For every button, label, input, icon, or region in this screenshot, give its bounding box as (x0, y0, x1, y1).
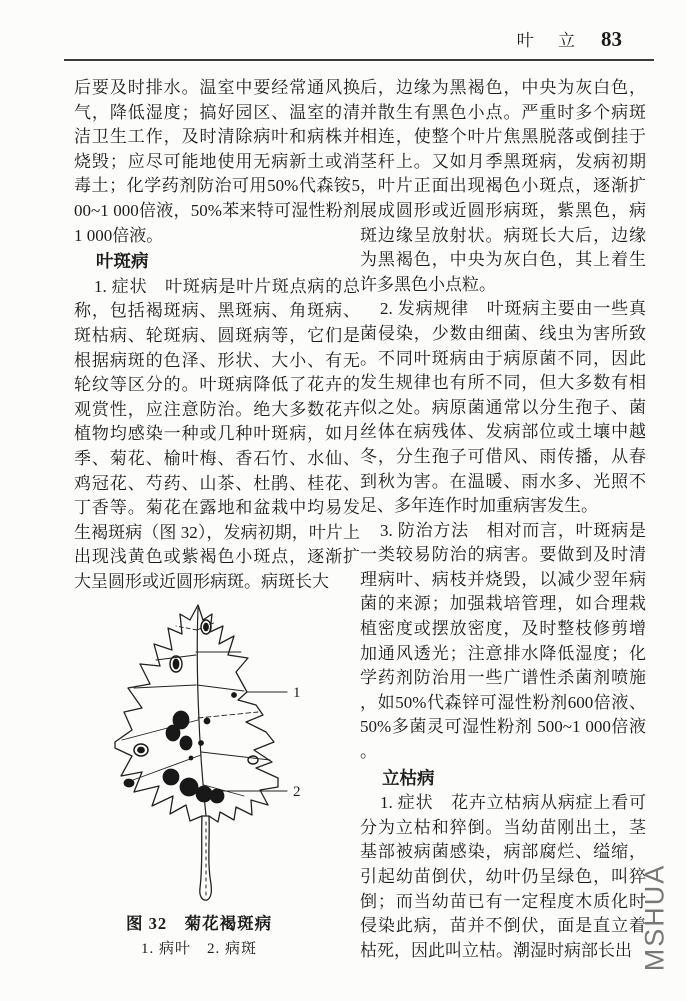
left-column (74, 76, 360, 958)
leaf-illustration (76, 600, 322, 906)
lateral-veins (122, 622, 270, 796)
figure-caption-legend: 1. 病叶 2. 病斑 (140, 941, 257, 958)
paragraph-dampingoff-symptom: 1. 症状 花卉立枯病从病症上看可分为立枯和猝倒。当幼苗刚出土，茎基部被病菌感染，病部腐烂、缢缩，引起幼苗倒伏，幼叶仍呈绿色，叫猝倒；而当幼苗已有一定程度木质化时侵染此病，苗并不倒伏，面是直立着枯死，因此叫立枯。潮湿时病部长出 (360, 793, 646, 960)
running-title: 叶 立 (516, 31, 585, 50)
figure-label-2: 2 (293, 784, 301, 801)
paragraph-control-methods: 3. 防治方法 相对而言，叶斑病是一类较易防治的病害。要做到及时清理病叶、病枝并烧毁，以减少翌年病菌的来源；加强栽培管理，如合理栽植密度或摆放密度，及时整枝修剪增加通风透光；注意排水降低湿度；化学药剂防治用一些广谱性杀菌剂喷施，如50%代森锌可湿性粉剂600倍液、50%多菌灵可湿性粉剂 500~1 000倍液。 (360, 520, 646, 762)
page-header (517, 26, 622, 52)
paragraph-drainage-continuation: 后要及时排水。温室中要经常通风换气，降低湿度；搞好园区、温室的清洁卫生工作，及时清除病叶和病株并烧毁；应尽可能地使用无病新土或消毒土；化学药剂防治可用50%代森铵500~1 000倍液，50%苯来特可湿性粉剂1 000倍液。 (74, 78, 360, 245)
paragraph-leafspot-symptom: 1. 症状 叶斑病是叶片斑点病的总称，包括褐斑病、黑斑病、角斑病、斑枯病、轮斑病、圆斑病等，它们是根据病斑的色泽、形状、大小、有无轮纹等区分的。叶斑病降低了花卉的观赏性，应注意防治。绝大多数花卉植物均感染一种或几种叶斑病，如月季、菊花、榆叶梅、香石竹、水仙、鸡冠花、芍药、山茶、杜鹃、桂花、丁香等。菊花在露地和盆栽中均易发生褐斑病（图 32），发病初期，叶片上出现浅黄色或紫褐色小斑点，逐渐扩大呈圆形或近圆形病斑。病斑长大 (74, 276, 360, 591)
header-rule (64, 59, 654, 61)
paragraph-disease-pattern: 2. 发病规律 叶斑病主要由一些真菌侵染，少数由细菌、线虫为害所致。不同叶斑病由于病原菌不同，因此发生规律也有所不同，但大多数有相似之处。病原菌通常以分生孢子、菌丝体在病残体、发病部位或土壤中越冬，分生孢子可借风、雨传播，从春到秋为害。在温暖、雨水多、光照不足、多年连作时加重病害发生。 (360, 299, 646, 516)
figure-label-1: 1 (293, 685, 301, 702)
figure-leaf-disease (76, 600, 322, 958)
section-heading-damping-off: 立枯病 (382, 767, 435, 788)
watermark-mshua: MSHUA (639, 863, 670, 972)
right-column (360, 76, 646, 963)
figure-caption-title: 图 32 菊花褐斑病 (125, 914, 273, 934)
page-number: 83 (601, 27, 622, 51)
section-heading-leaf-spot: 叶斑病 (96, 251, 149, 272)
paragraph-spot-description-continuation: 后，边缘为黑褐色，中央为灰白色，并散生有黑色小点。严重时多个病斑相连，使整个叶片焦黑脱落或倒挂于茎秆上。又如月季黑斑病，发病初期，叶片正面出现褐色小斑点，逐渐扩展成圆形或近圆形病斑，紫黑色，病斑边缘呈放射状。病斑长大后，边缘为黑褐色，中央为灰白色，其上着生许多黑色小点粒。 (360, 78, 646, 294)
